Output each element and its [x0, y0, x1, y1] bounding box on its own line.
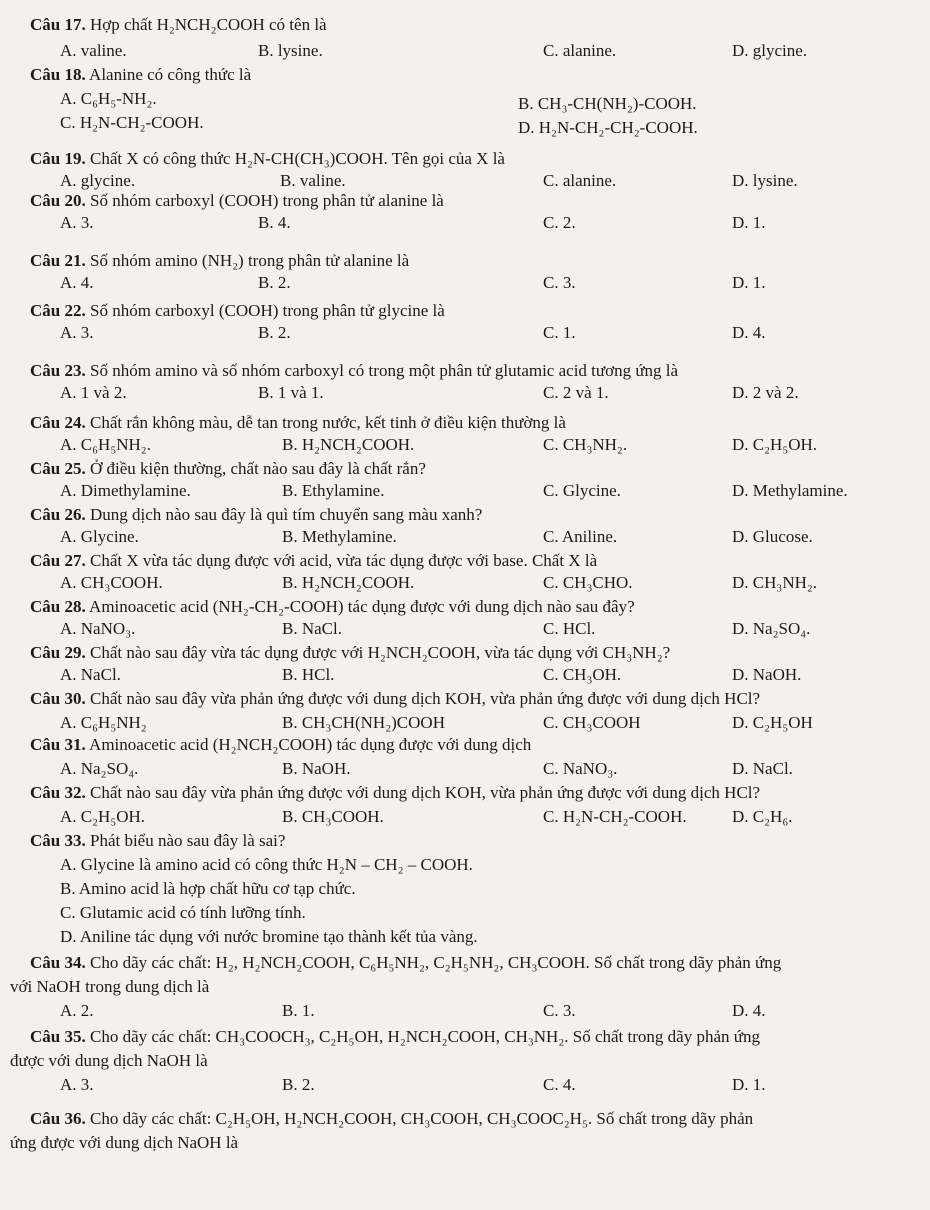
answer-option[interactable]: D. lysine.: [732, 171, 798, 190]
question-number: Câu 35.: [30, 1027, 86, 1046]
question-text: Số nhóm amino (NH₂) trong phân tử alanine là: [89, 251, 410, 270]
question-number: Câu 32.: [30, 783, 86, 802]
answer-option[interactable]: B. 1.: [282, 1001, 315, 1020]
question-line: [30, 190, 915, 212]
answer-option[interactable]: D. NaCl.: [732, 759, 793, 778]
answer-option[interactable]: C. H₂N-CH₂-COOH.: [60, 113, 204, 132]
answer-option[interactable]: A. C₆H₅NH₂: [60, 713, 147, 732]
question-number: Câu 17.: [30, 15, 86, 34]
answer-option[interactable]: C. H₂N-CH₂-COOH.: [543, 807, 687, 826]
answer-option[interactable]: C. 2 và 1.: [543, 383, 609, 402]
answer-option[interactable]: C. CH₃OH.: [543, 665, 622, 684]
question-line: [30, 64, 915, 86]
question-line: [30, 734, 915, 756]
answer-option[interactable]: B. CH₃-CH(NH₂)-COOH.: [518, 94, 697, 113]
answer-option[interactable]: B. 1 và 1.: [258, 383, 324, 402]
question-line: [30, 550, 915, 572]
answer-option[interactable]: B. 2.: [258, 273, 291, 292]
answer-option[interactable]: D. Glucose.: [732, 527, 813, 546]
question-text: Số nhóm amino và số nhóm carboxyl có trong một phân tử glutamic acid tương ứng là: [89, 361, 679, 380]
question-text: Cho dãy các chất: C₂H₅OH, H₂NCH₂COOH, CH₃COOH, CH₃COOC₂H₅. Số chất trong dãy phản: [89, 1109, 754, 1128]
question-line: [30, 596, 915, 618]
answer-option[interactable]: A. NaNO₃.: [60, 619, 136, 638]
question-number: Câu 18.: [30, 65, 86, 84]
question-text: Alanine có công thức là: [89, 65, 252, 84]
answer-option[interactable]: D. C₂H₆.: [732, 807, 793, 826]
question-number: Câu 25.: [30, 459, 86, 478]
answer-option[interactable]: B. NaCl.: [282, 619, 342, 638]
question-text: Số nhóm carboxyl (COOH) trong phân tử glycine là: [89, 301, 445, 320]
question-text: Chất nào sau đây vừa phản ứng được với dung dịch KOH, vừa phản ứng được với dung dịch HCl?: [89, 689, 761, 708]
question-text-continued: ứng được với dung dịch NaOH là: [10, 1133, 239, 1152]
answer-option[interactable]: A. CH₃COOH.: [60, 573, 163, 592]
answer-option[interactable]: B. 2.: [258, 323, 291, 342]
question-line: [30, 412, 915, 434]
question-text: Ở điều kiện thường, chất nào sau đây là chất rắn?: [89, 459, 426, 478]
question-text: Chất X vừa tác dụng được với acid, vừa tác dụng được với base. Chất X là: [89, 551, 598, 570]
answer-option[interactable]: B. valine.: [280, 171, 346, 190]
question-text-continued: được với dung dịch NaOH là: [10, 1051, 208, 1070]
answer-option[interactable]: B. H₂NCH₂COOH.: [282, 573, 415, 592]
answer-option[interactable]: C. 3.: [543, 1001, 576, 1020]
question-text: Cho dãy các chất: H₂, H₂NCH₂COOH, C₆H₅NH₂, C₂H₅NH₂, CH₃COOH. Số chất trong dãy phản ứng: [89, 953, 782, 972]
question-line: [30, 458, 915, 480]
question-line: [30, 148, 915, 170]
question-number: Câu 21.: [30, 251, 86, 270]
answer-option[interactable]: A. 3.: [60, 213, 94, 232]
question-text: Số nhóm carboxyl (COOH) trong phân tử alanine là: [89, 191, 444, 210]
question-text-continued: với NaOH trong dung dịch là: [10, 977, 210, 996]
answer-option[interactable]: B. NaOH.: [282, 759, 351, 778]
question-number: Câu 29.: [30, 643, 86, 662]
answer-option[interactable]: C. 2.: [543, 213, 576, 232]
question-line: [30, 952, 915, 974]
question-text: Aminoacetic acid (NH₂-CH₂-COOH) tác dụng được với dung dịch nào sau đây?: [89, 597, 635, 616]
answer-option[interactable]: A. C₆H₅-NH₂.: [60, 89, 157, 108]
answer-option[interactable]: B. H₂NCH₂COOH.: [282, 435, 415, 454]
answer-option[interactable]: B. Amino acid là hợp chất hữu cơ tạp chức.: [60, 879, 356, 898]
answer-option[interactable]: A. C₆H₅NH₂.: [60, 435, 151, 454]
answer-option[interactable]: B. Ethylamine.: [282, 481, 385, 500]
question-line: [30, 830, 915, 852]
answer-option[interactable]: D. Aniline tác dụng với nước bromine tạo thành kết tủa vàng.: [60, 927, 478, 946]
question-number: Câu 28.: [30, 597, 86, 616]
question-number: Câu 30.: [30, 689, 86, 708]
answer-option[interactable]: D. 4.: [732, 323, 766, 342]
question-number: Câu 19.: [30, 149, 86, 168]
answer-option[interactable]: A. Na₂SO₄.: [60, 759, 139, 778]
answer-option[interactable]: D. CH₃NH₂.: [732, 573, 818, 592]
question-line: [30, 14, 915, 36]
answer-option[interactable]: C. Aniline.: [543, 527, 618, 546]
answer-option[interactable]: B. lysine.: [258, 41, 323, 60]
question-number: Câu 22.: [30, 301, 86, 320]
question-line: [30, 300, 915, 322]
answer-option[interactable]: D. 1.: [732, 1075, 766, 1094]
question-number: Câu 34.: [30, 953, 86, 972]
answer-option[interactable]: D. H₂N-CH₂-CH₂-COOH.: [518, 118, 698, 137]
answer-option[interactable]: A. 4.: [60, 273, 94, 292]
question-text: Phát biểu nào sau đây là sai?: [89, 831, 286, 850]
question-number: Câu 24.: [30, 413, 86, 432]
answer-option[interactable]: C. Glutamic acid có tính lưỡng tính.: [60, 903, 306, 922]
answer-option[interactable]: C. CH₃COOH: [543, 713, 641, 732]
answer-option[interactable]: D. Na₂SO₄.: [732, 619, 811, 638]
answer-option[interactable]: A. 2.: [60, 1001, 94, 1020]
answer-option[interactable]: A. 1 và 2.: [60, 383, 127, 402]
answer-option[interactable]: A. valine.: [60, 41, 127, 60]
answer-option[interactable]: D. glycine.: [732, 41, 808, 60]
answer-option[interactable]: B. CH₃COOH.: [282, 807, 384, 826]
answer-option[interactable]: B. HCl.: [282, 665, 335, 684]
answer-option[interactable]: B. 2.: [282, 1075, 315, 1094]
answer-option[interactable]: A. Glycine.: [60, 527, 139, 546]
question-line: [30, 688, 915, 710]
answer-option[interactable]: D. C₂H₅OH.: [732, 435, 818, 454]
answer-option[interactable]: C. CH₃CHO.: [543, 573, 633, 592]
answer-option[interactable]: A. NaCl.: [60, 665, 121, 684]
question-text: Chất nào sau đây vừa phản ứng được với dung dịch KOH, vừa phản ứng được với dung dịch HCl?: [89, 783, 761, 802]
answer-option[interactable]: A. 3.: [60, 1075, 94, 1094]
answer-option[interactable]: C. 1.: [543, 323, 576, 342]
answer-option[interactable]: A. 3.: [60, 323, 94, 342]
question-line: [30, 1108, 915, 1130]
answer-option[interactable]: D. 1.: [732, 213, 766, 232]
question-number: Câu 27.: [30, 551, 86, 570]
answer-option[interactable]: B. Methylamine.: [282, 527, 397, 546]
question-text: Cho dãy các chất: CH₃COOCH₃, C₂H₅OH, H₂NCH₂COOH, CH₃NH₂. Số chất trong dãy phản ứng: [89, 1027, 760, 1046]
question-line: [30, 360, 915, 382]
question-text: Chất nào sau đây vừa tác dụng được với H₂NCH₂COOH, vừa tác dụng với CH₃NH₂?: [89, 643, 671, 662]
answer-option[interactable]: D. 1.: [732, 273, 766, 292]
question-number: Câu 20.: [30, 191, 86, 210]
question-text: Chất X có công thức H₂N-CH(CH₃)COOH. Tên gọi của X là: [89, 149, 505, 168]
answer-option[interactable]: C. 4.: [543, 1075, 576, 1094]
question-line: [30, 250, 915, 272]
question-text: Chất rắn không màu, dễ tan trong nước, kết tinh ở điều kiện thường là: [89, 413, 566, 432]
question-text: Aminoacetic acid (H₂NCH₂COOH) tác dụng được với dung dịch: [89, 735, 532, 754]
question-number: Câu 26.: [30, 505, 86, 524]
question-number: Câu 31.: [30, 735, 86, 754]
answer-option[interactable]: D. NaOH.: [732, 665, 802, 684]
answer-option[interactable]: A. Glycine là amino acid có công thức H₂N – CH₂ – COOH.: [60, 855, 473, 874]
question-line: [30, 782, 915, 804]
answer-option[interactable]: A. C₂H₅OH.: [60, 807, 146, 826]
answer-option[interactable]: C. NaNO₃.: [543, 759, 618, 778]
answer-option[interactable]: B. CH₃CH(NH₂)COOH: [282, 713, 445, 732]
answer-option[interactable]: D. 2 và 2.: [732, 383, 799, 402]
answer-option[interactable]: B. 4.: [258, 213, 291, 232]
question-line: [30, 1026, 915, 1048]
question-number: Câu 36.: [30, 1109, 86, 1128]
question-line: [30, 642, 915, 664]
answer-option[interactable]: D. Methylamine.: [732, 481, 848, 500]
answer-option[interactable]: C. Glycine.: [543, 481, 621, 500]
answer-option[interactable]: A. Dimethylamine.: [60, 481, 191, 500]
answer-option[interactable]: C. alanine.: [543, 171, 617, 190]
question-number: Câu 33.: [30, 831, 86, 850]
answer-option[interactable]: D. C₂H₅OH: [732, 713, 813, 732]
question-line: [30, 504, 915, 526]
answer-option[interactable]: C. 3.: [543, 273, 576, 292]
answer-option[interactable]: C. HCl.: [543, 619, 596, 638]
question-text: Dung dịch nào sau đây là quì tím chuyển sang màu xanh?: [89, 505, 483, 524]
question-number: Câu 23.: [30, 361, 86, 380]
answer-option[interactable]: C. CH₃NH₂.: [543, 435, 628, 454]
answer-option[interactable]: C. alanine.: [543, 41, 617, 60]
answer-option[interactable]: A. glycine.: [60, 171, 136, 190]
answer-option[interactable]: D. 4.: [732, 1001, 766, 1020]
question-text: Hợp chất H₂NCH₂COOH có tên là: [89, 15, 327, 34]
